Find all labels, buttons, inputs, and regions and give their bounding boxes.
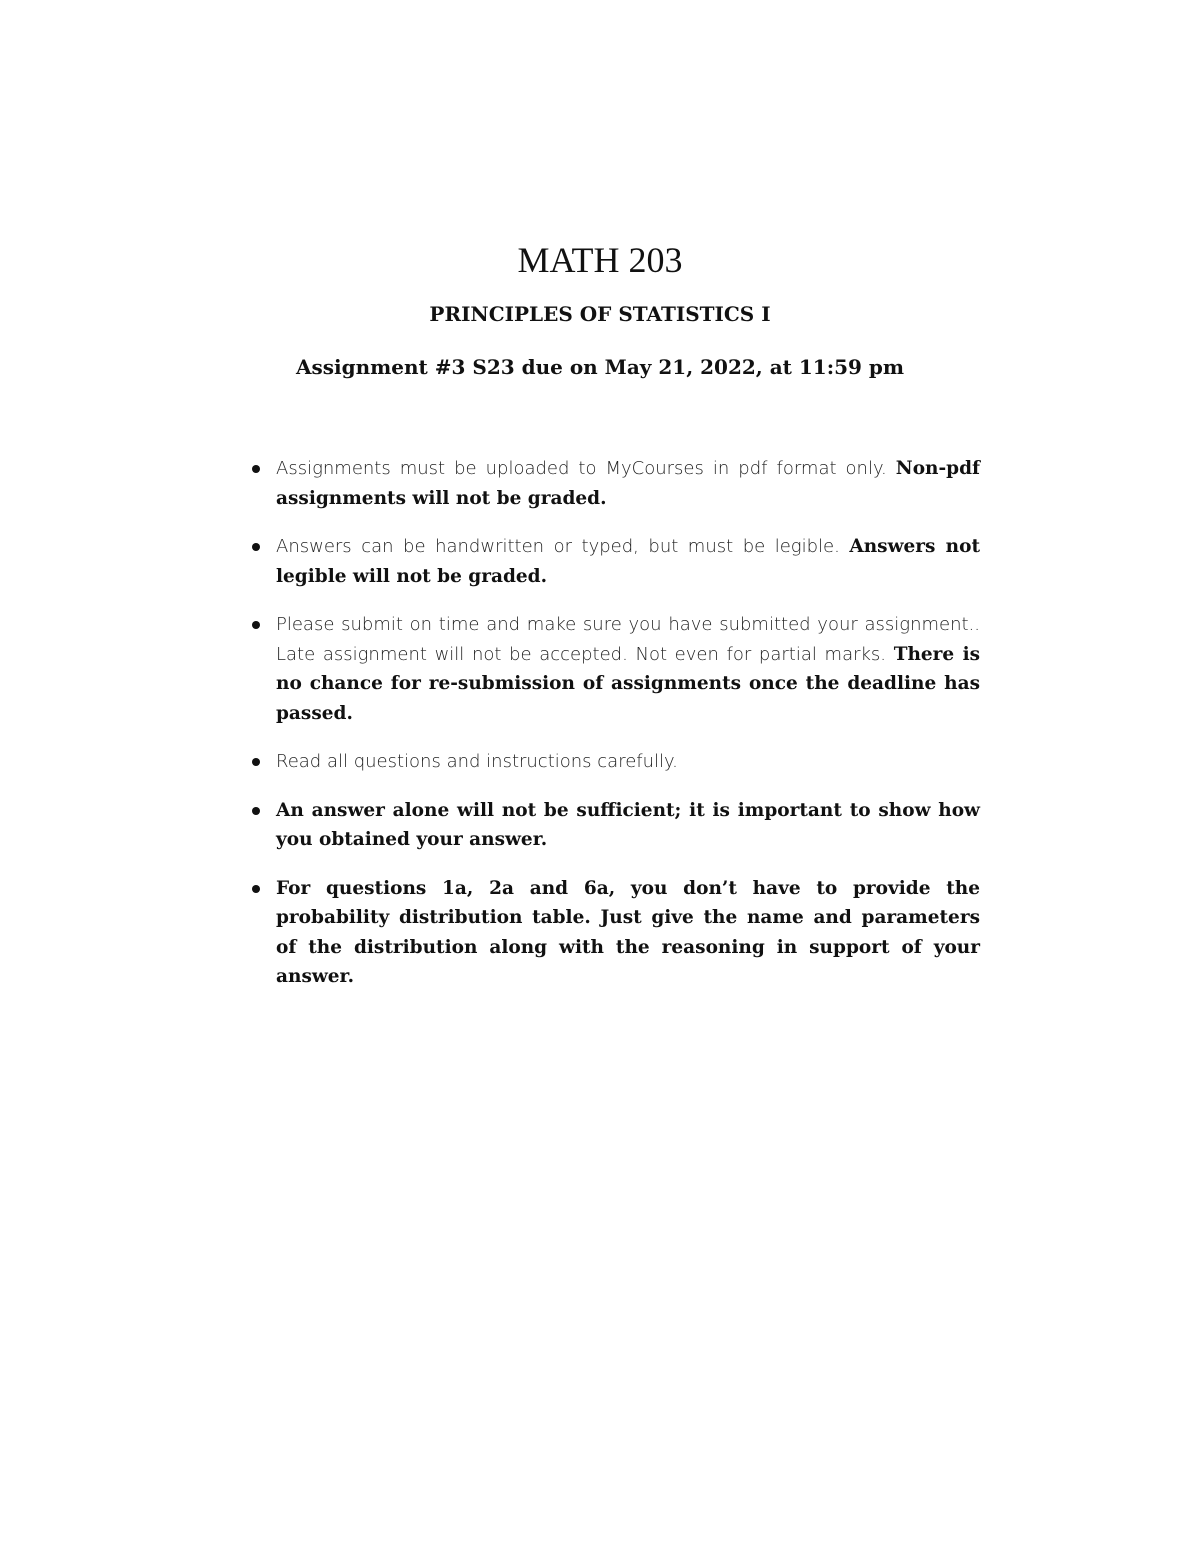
instruction-item: [250, 610, 980, 728]
course-name-subtitle: PRINCIPLES OF STATISTICS I: [429, 302, 771, 326]
bullet-icon: [252, 543, 260, 551]
instruction-emphasis: Answers not legible will not be graded.: [276, 536, 980, 587]
instruction-item: [250, 747, 980, 777]
instruction-item: [250, 874, 980, 992]
instruction-text: Answers can be handwritten or typed, but must be legible.: [276, 536, 850, 557]
instruction-emphasis: Non-pdf assignments will not be graded.: [276, 458, 980, 509]
instruction-emphasis: For questions 1a, 2a and 6a, you don’t have to provide the probability distribution table. Just give the name and parameters of the distribution along with the reasoning in support of your answer.: [276, 877, 980, 987]
course-code-title: MATH 203: [517, 240, 683, 280]
bullet-icon: [252, 465, 260, 473]
assignment-due-line: Assignment #3 S23 due on May 21, 2022, at 11:59 pm: [295, 355, 905, 379]
instruction-text: Read all questions and instructions carefully.: [276, 751, 678, 772]
bullet-icon: [252, 807, 260, 815]
instruction-emphasis: An answer alone will not be sufficient; it is important to show how you obtained your answer.: [276, 799, 980, 850]
instructions-list: [250, 454, 980, 1011]
instruction-item: [250, 796, 980, 855]
instruction-text: Please submit on time and make sure you have submitted your assignment.. Late assignment will not be accepted. Not even for partial marks.: [276, 614, 980, 665]
bullet-icon: [252, 621, 260, 629]
instruction-item: [250, 532, 980, 591]
instruction-item: [250, 454, 980, 513]
instruction-text: Assignments must be uploaded to MyCourses in pdf format only.: [276, 458, 896, 479]
bullet-icon: [252, 758, 260, 766]
instruction-emphasis: There is no chance for re-submission of assignments once the deadline has passed.: [276, 643, 981, 724]
bullet-icon: [252, 885, 260, 893]
